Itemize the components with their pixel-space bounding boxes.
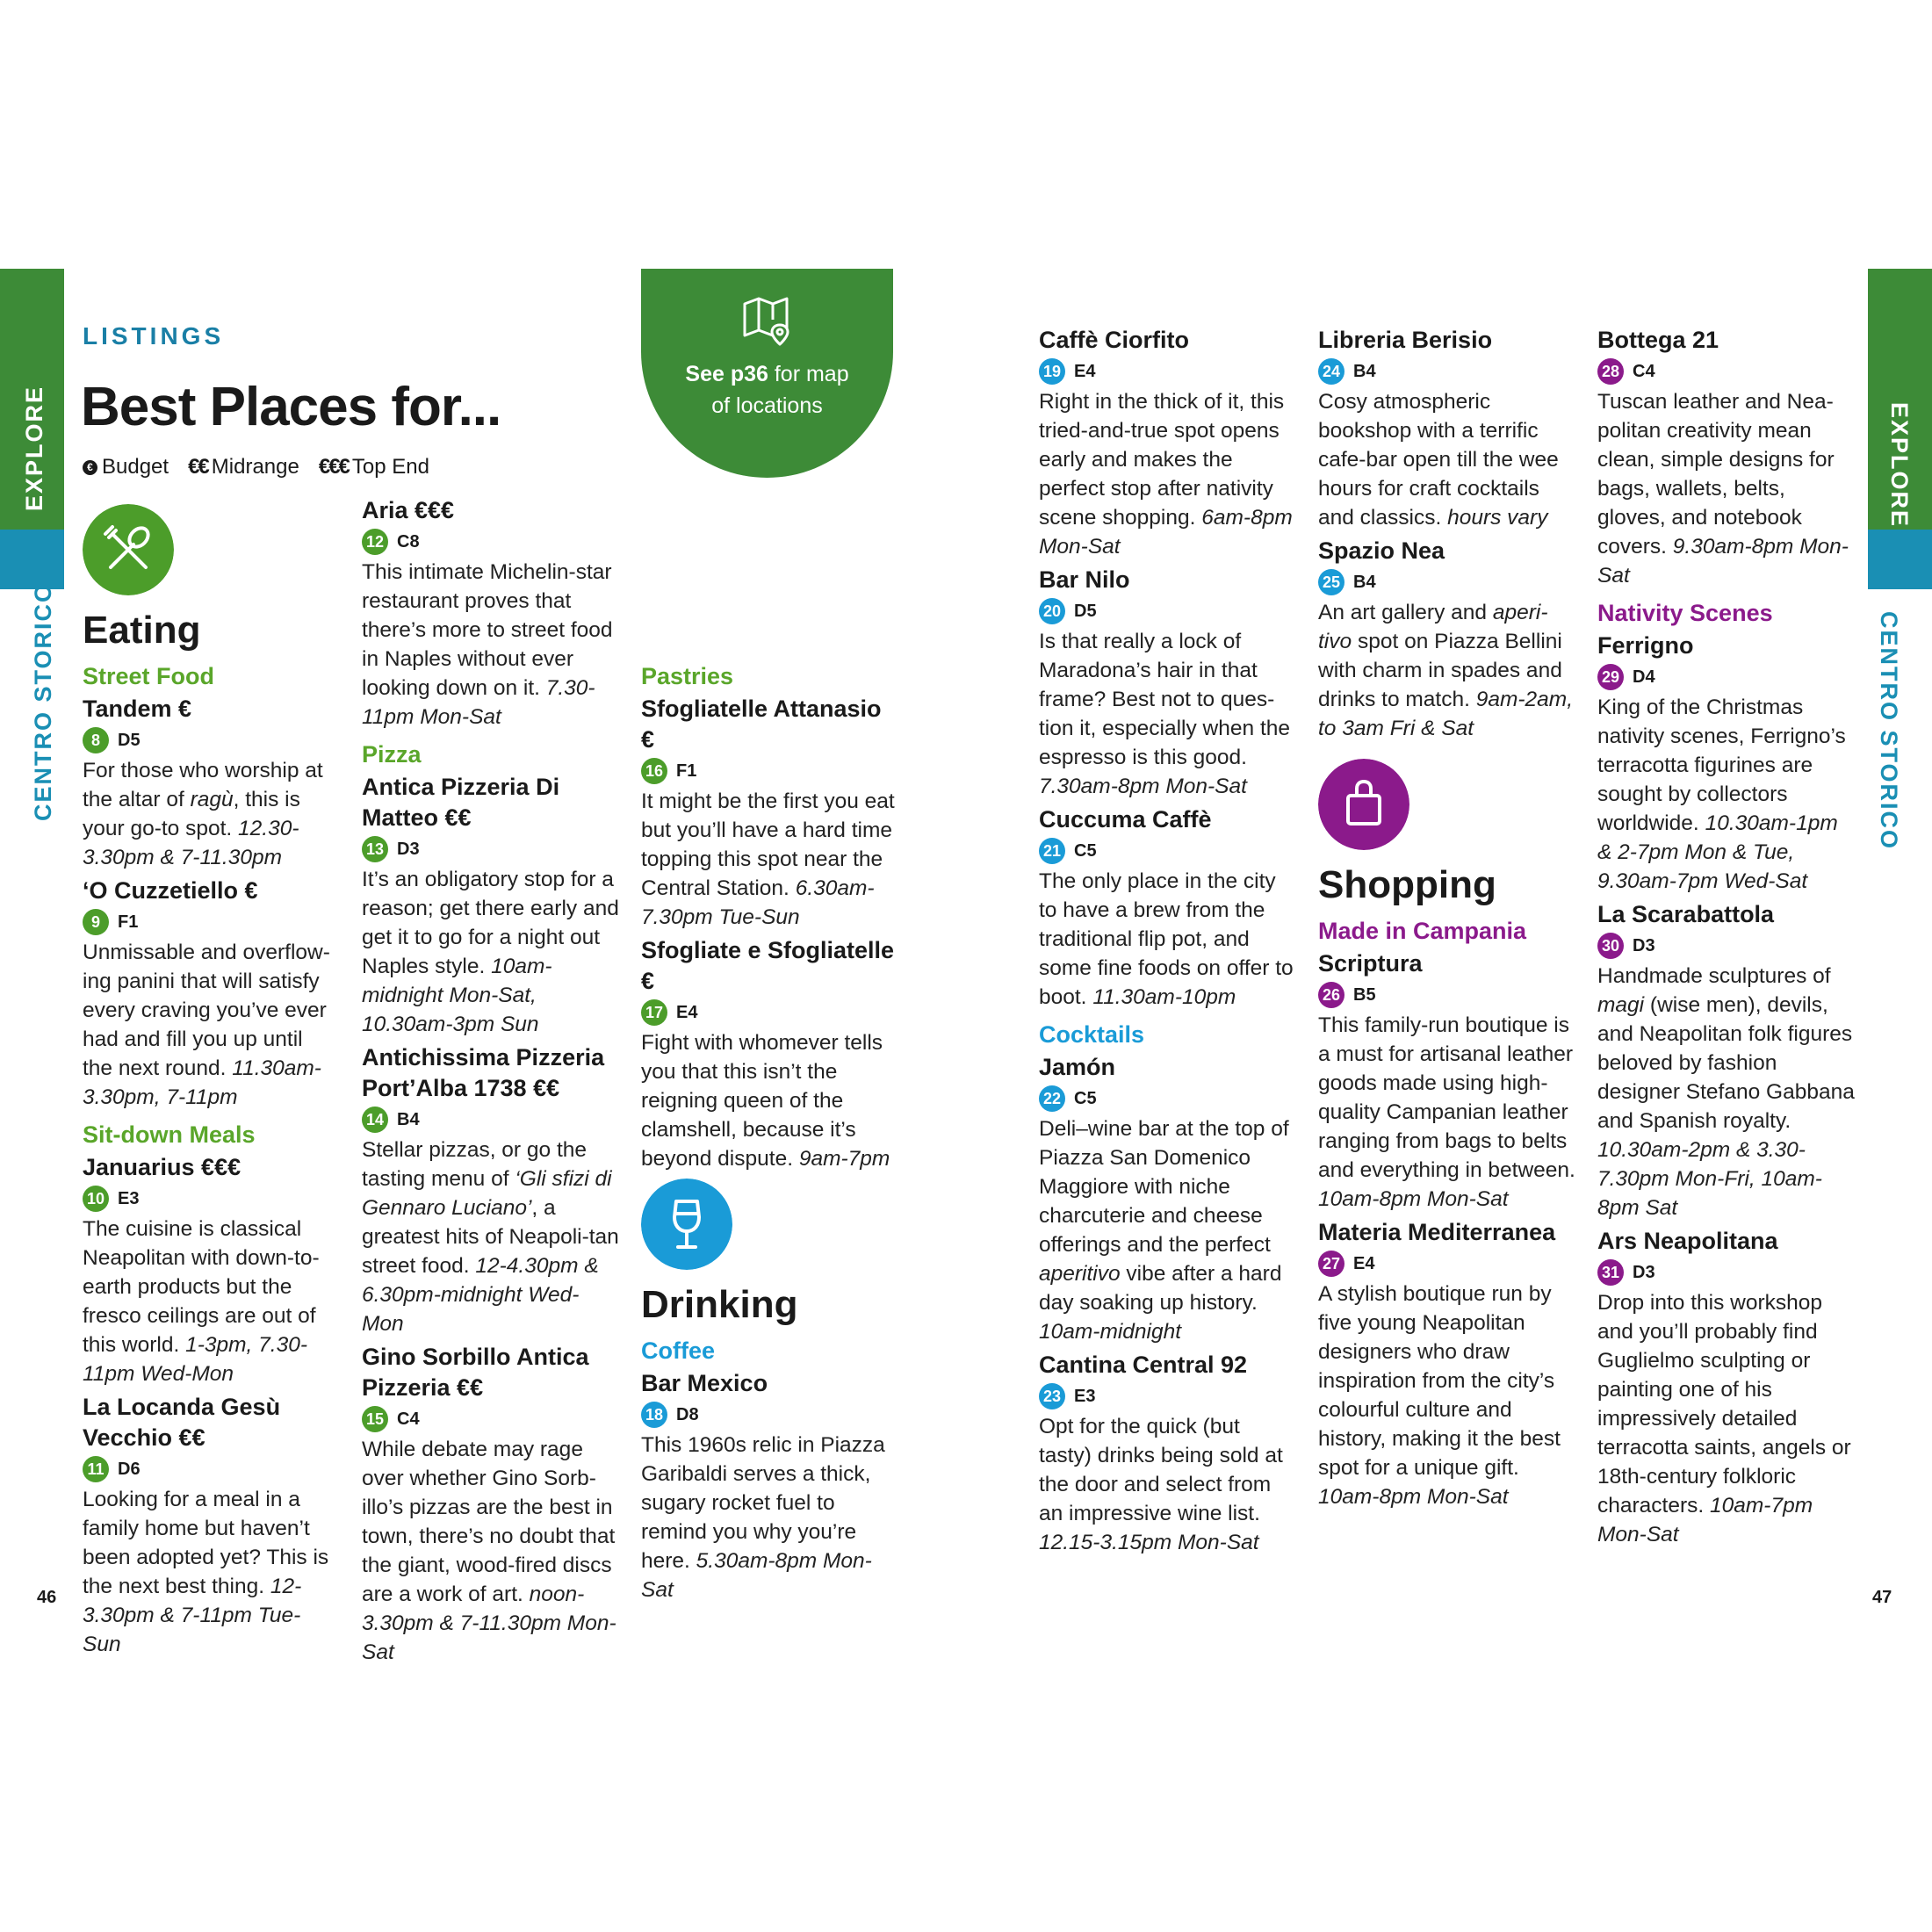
map-grid-ref: E4 (676, 1002, 698, 1022)
listing-name[interactable]: Antica Pizzeria Di Matteo €€ (362, 774, 560, 831)
map-number-badge: 31 (1597, 1259, 1624, 1286)
map-grid-ref: B4 (1353, 361, 1376, 381)
column-3 (641, 653, 900, 1608)
shopping-bag-icon (1318, 759, 1409, 850)
listing-desc: Opt for the quick (but tasty) drinks being sold at the door and select from an impressive wine list. 12.15-3.15pm Mon-Sat (1039, 1415, 1283, 1554)
map-number-badge: 10 (83, 1186, 109, 1212)
map-number-badge: 30 (1597, 933, 1624, 959)
listing-name[interactable]: Scriptura (1318, 950, 1423, 977)
legend-topend-label: Top End (351, 455, 429, 479)
legend-midrange-label: Midrange (211, 455, 299, 479)
map-grid-ref: D5 (1074, 601, 1097, 621)
listing-name[interactable]: Ars Neapolitana (1597, 1228, 1778, 1254)
listing-desc: Stellar pizzas, or go the tasting menu of ‘Gli sfizi di Gennaro Luciano’, a greatest hits of Neapoli-tan street food. 12-4.30pm & 6.30pm-midnight Wed-Mon (362, 1138, 619, 1336)
map-number-badge: 21 (1039, 838, 1065, 864)
section-title-eating: Eating (83, 609, 201, 652)
listing-hours: 7.30am-8pm Mon-Sat (1039, 775, 1247, 798)
listing-name[interactable]: La Scarabattola (1597, 901, 1775, 927)
listing-hours: 10am-midnight (1039, 1320, 1182, 1344)
map-grid-ref: D5 (118, 730, 141, 750)
column-2 (362, 495, 621, 1670)
section-title-shopping: Shopping (1318, 863, 1496, 906)
listing-15[interactable] (362, 1342, 621, 1667)
map-grid-ref: D8 (676, 1404, 699, 1424)
listing-desc: Handmade sculptures of magi (wise men), devils, and Neapolitan folk figures beloved by fashion designer Stefano Gabbana and Spanish royalty. 10.30am-2pm & 3.30-7.30pm Mon-Fri, 10am-8pm Sat (1597, 964, 1855, 1220)
map-grid-ref: E4 (1353, 1253, 1375, 1273)
listing-hours: 12-4.30pm & 6.30pm-midnight Wed-Mon (362, 1254, 599, 1336)
euro-coin-triple: €€€ (318, 455, 349, 479)
listing-name[interactable]: ‘O Cuzzetiello € (83, 877, 258, 904)
page-number-left: 46 (37, 1588, 57, 1607)
listing-hours: 12-3.30pm & 7-11pm Tue-Sun (83, 1575, 302, 1656)
map-grid-ref: D3 (397, 839, 420, 859)
listing-name[interactable]: Sfogliate e Sfogliatelle € (641, 937, 895, 994)
listing-26[interactable] (1318, 948, 1577, 1214)
listing-desc: Tuscan leather and Nea-politan creativity mean clean, simple designs for bags, wallets, belts, gloves, and notebook covers. 9.30am-8pm Mon-Sat (1597, 390, 1849, 588)
legend-budget-label: Budget (102, 455, 169, 479)
listing-desc: Deli–wine bar at the top of Piazza San Domenico Maggiore with niche charcuterie and cheese offerings and the perfect aperitivo vibe after a hard day soaking up history. 10am-midnight (1039, 1117, 1289, 1344)
listing-desc: Cosy atmospheric bookshop with a terrific cafe-bar open till the wee hours for craft cocktails and classics. hours vary (1318, 390, 1559, 530)
map-grid-ref: D4 (1633, 667, 1655, 687)
listing-name[interactable]: Antichissima Pizzeria Port’Alba 1738 €€ (362, 1044, 605, 1101)
listing-10[interactable] (83, 1152, 337, 1388)
listing-hours: 12.15-3.15pm Mon-Sat (1039, 1531, 1259, 1554)
listing-desc: It’s an obligatory stop for a reason; get there early and get it to go for a night out Naples style. 10am-midnight Mon-Sat, 10.30am-3pm Sun (362, 868, 619, 1036)
column-4 (1039, 325, 1298, 1561)
listing-hours: noon-3.30pm & 7-11.30pm Mon-Sat (362, 1582, 616, 1664)
map-callout-page[interactable]: See p36 (685, 362, 768, 386)
map-grid-ref: C4 (1633, 361, 1655, 381)
map-number-badge: 29 (1597, 664, 1624, 690)
map-grid-ref: E3 (1074, 1386, 1096, 1406)
listing-name[interactable]: Januarius €€€ (83, 1154, 242, 1180)
listing-desc: For those who worship at the altar of ragù, this is your go-to spot. 12.30-3.30pm & 7-11.30pm (83, 759, 323, 869)
explore-label-left: EXPLORE (21, 385, 47, 511)
subhead-made-in-campania: Made in Campania (1318, 918, 1527, 944)
listing-hours: 6.30am-7.30pm Tue-Sun (641, 876, 875, 929)
explore-label-right: EXPLORE (1886, 402, 1913, 529)
listing-31[interactable] (1597, 1226, 1856, 1549)
listing-hours: 9am-7pm (798, 1147, 890, 1171)
listing-hours: 11.30am-10pm (1092, 985, 1236, 1009)
map-number-badge: 22 (1039, 1085, 1065, 1112)
map-grid-ref: C5 (1074, 840, 1097, 861)
listing-27[interactable] (1318, 1217, 1577, 1511)
map-grid-ref: F1 (676, 761, 697, 781)
map-callout-text (641, 358, 893, 422)
listing-desc: This 1960s relic in Piazza Garibaldi serves a thick, sugary rocket fuel to remind you why you’re here. 5.30am-8pm Mon-Sat (641, 1433, 885, 1602)
listing-name[interactable]: Materia Mediterranea (1318, 1219, 1556, 1245)
legend-topend (319, 455, 429, 479)
listing-name[interactable]: Cantina Central 92 (1039, 1352, 1248, 1378)
listing-desc: Drop into this workshop and you’ll probably find Guglielmo sculpting or painting one of his impressively detailed terracotta saints, angels or 18th-century folkloric characters. 10am-7pm Mon-Sat (1597, 1291, 1851, 1546)
listing-name[interactable]: Tandem € (83, 696, 192, 722)
listing-hours: 5.30am-8pm Mon-Sat (641, 1549, 872, 1602)
listing-hours: 11.30am-3.30pm, 7-11pm (83, 1056, 321, 1109)
listing-hours: 10am-midnight Mon-Sat, 10.30am-3pm Sun (362, 955, 552, 1036)
legend-midrange (188, 455, 299, 479)
listing-hours: 1-3pm, 7.30-11pm Wed-Mon (83, 1333, 307, 1386)
listing-17[interactable] (641, 935, 900, 1173)
listing-desc: While debate may rage over whether Gino Sorb-illo’s pizzas are the best in town, there’s no doubt that the giant, wood-fired discs are a work of art. noon-3.30pm & 7-11.30pm Mon-Sat (362, 1438, 616, 1664)
listing-name[interactable]: La Locanda Gesù Vecchio €€ (83, 1394, 281, 1451)
area-label-right: CENTRO STORICO (1876, 611, 1902, 851)
listing-desc: It might be the first you eat but you’ll have a hard time topping this spot near the Central Station. 6.30am-7.30pm Tue-Sun (641, 789, 895, 929)
listing-11[interactable] (83, 1392, 337, 1659)
listing-hours: 7.30-11pm Mon-Sat (362, 676, 595, 729)
map-grid-ref: F1 (118, 912, 139, 932)
listing-name[interactable]: Libreria Berisio (1318, 327, 1493, 353)
map-callout-line2: of locations (711, 393, 823, 418)
listing-desc: Looking for a meal in a family home but haven’t been adopted yet? This is the next best thing. 12-3.30pm & 7-11pm Tue-Sun (83, 1488, 329, 1656)
page-title: Best Places for... (81, 377, 501, 437)
map-number-badge: 11 (83, 1456, 109, 1482)
subhead-coffee: Coffee (641, 1337, 716, 1364)
listing-13[interactable] (362, 772, 621, 1039)
listing-name[interactable]: Spazio Nea (1318, 537, 1445, 564)
area-tab-right (1868, 530, 1932, 589)
listing-22[interactable] (1039, 1052, 1298, 1346)
map-grid-ref: D6 (118, 1459, 141, 1479)
listing-hours: 10.30am-2pm & 3.30-7.30pm Mon-Fri, 10am-8pm Sat (1597, 1138, 1822, 1220)
listing-24[interactable] (1318, 325, 1577, 532)
listing-14[interactable] (362, 1042, 621, 1338)
listing-30[interactable] (1597, 899, 1856, 1222)
column-6 (1597, 325, 1856, 1553)
map-number-badge: 17 (641, 999, 667, 1026)
map-callout-rest: for map (768, 362, 849, 386)
subhead-sitdown: Sit-down Meals (83, 1121, 256, 1148)
subhead-pastries: Pastries (641, 663, 734, 689)
listing-16[interactable] (641, 694, 900, 932)
listing-21[interactable] (1039, 804, 1298, 1012)
listing-23[interactable] (1039, 1350, 1298, 1557)
subhead-street-food: Street Food (83, 663, 215, 689)
listing-name[interactable]: Gino Sorbillo Antica Pizzeria €€ (362, 1344, 589, 1401)
map-number-badge: 8 (83, 727, 109, 753)
listing-name[interactable]: Sfogliatelle Attanasio € (641, 696, 882, 753)
listing-28[interactable] (1597, 325, 1856, 590)
map-number-badge: 28 (1597, 358, 1624, 385)
map-number-badge: 20 (1039, 598, 1065, 624)
column-5 (1318, 325, 1577, 1515)
listing-desc: An art gallery and aperi-tivo spot on Piazza Bellini with charm in spades and drinks to match. 9am-2am, to 3am Fri & Sat (1318, 601, 1574, 740)
area-label-left: CENTRO STORICO (30, 581, 56, 821)
map-grid-ref: B4 (397, 1109, 420, 1129)
listing-name[interactable]: Aria €€€ (362, 497, 455, 523)
map-number-badge: 25 (1318, 569, 1344, 595)
listing-hours: 10.30am-1pm & 2-7pm Mon & Tue, 9.30am-7pm Wed-Sat (1597, 811, 1838, 893)
listing-hours: 9am-2am, to 3am Fri & Sat (1318, 688, 1574, 740)
map-grid-ref: D3 (1633, 935, 1655, 955)
listing-desc: King of the Christmas nativity scenes, Ferrigno’s terracotta figurines are sought by collectors worldwide. 10.30am-1pm & 2-7pm Mon & Tue, 9.30am-7pm Wed-Sat (1597, 696, 1846, 893)
map-grid-ref: B5 (1353, 984, 1376, 1005)
map-number-badge: 13 (362, 836, 388, 862)
listing-name[interactable]: Bar Mexico (641, 1370, 768, 1396)
listing-desc: This family-run boutique is a must for artisanal leather goods made using high-quality Campanian leather ranging from bags to belts and everything in between. 10am-8pm Mon-Sat (1318, 1013, 1575, 1211)
listing-desc: The cuisine is classical Neapolitan with down-to-earth products but the fresco ceilings are out of this world. 1-3pm, 7.30-11pm Wed-Mon (83, 1217, 320, 1386)
map-grid-ref: E3 (118, 1188, 140, 1208)
listing-name[interactable]: Jamón (1039, 1054, 1116, 1080)
listing-29[interactable] (1597, 631, 1856, 896)
map-number-badge: 14 (362, 1107, 388, 1133)
listing-desc: Is that really a lock of Maradona’s hair in that frame? Best not to ques-tion it, especially when the espresso is this good. 7.30am-8pm Mon-Sat (1039, 630, 1290, 798)
map-number-badge: 15 (362, 1406, 388, 1432)
map-grid-ref: D3 (1633, 1262, 1655, 1282)
listing-name[interactable]: Bottega 21 (1597, 327, 1719, 353)
fork-spoon-icon (83, 504, 174, 595)
listing-12[interactable] (362, 495, 621, 732)
listing-desc: This intimate Michelin-star restaurant proves that there’s more to street food in Naples without ever looking down on it. 7.30-11pm Mon-Sat (362, 560, 613, 729)
column-1 (83, 499, 337, 1662)
euro-coin-icon: € (83, 460, 97, 475)
map-number-badge: 19 (1039, 358, 1065, 385)
listing-desc: The only place in the city to have a brew from the traditional flip pot, and some fine foods on offer to boot. 11.30am-10pm (1039, 869, 1294, 1009)
subhead-pizza: Pizza (362, 741, 422, 768)
listing-hours: hours vary (1447, 506, 1548, 530)
listing-hours: 12.30-3.30pm & 7-11.30pm (83, 817, 299, 869)
listing-desc: Right in the thick of it, this tried-and-true spot opens early and makes the perfect stop after nativity scene shopping. 6am-8pm Mon-Sat (1039, 390, 1293, 559)
subhead-nativity: Nativity Scenes (1597, 600, 1773, 626)
map-number-badge: 23 (1039, 1383, 1065, 1409)
subhead-cocktails: Cocktails (1039, 1021, 1145, 1048)
listing-20[interactable] (1039, 565, 1298, 801)
map-number-badge: 9 (83, 909, 109, 935)
listing-18[interactable] (641, 1368, 900, 1604)
map-grid-ref: C5 (1074, 1088, 1097, 1108)
wine-glass-icon (641, 1179, 732, 1270)
listing-19[interactable] (1039, 325, 1298, 561)
map-callout (641, 269, 893, 478)
area-tab-left (0, 530, 64, 589)
euro-coin-pair: €€ (188, 455, 208, 479)
listing-hours: 10am-8pm Mon-Sat (1318, 1485, 1509, 1509)
map-grid-ref: C8 (397, 531, 420, 551)
listings-label: LISTINGS (83, 322, 225, 350)
listing-8[interactable] (83, 694, 337, 872)
listing-name[interactable]: Bar Nilo (1039, 566, 1130, 593)
listing-hours: 9.30am-8pm Mon-Sat (1597, 535, 1849, 588)
map-number-badge: 12 (362, 529, 388, 555)
map-number-badge: 26 (1318, 982, 1344, 1008)
map-number-badge: 16 (641, 758, 667, 784)
listing-hours: 10am-8pm Mon-Sat (1318, 1187, 1509, 1211)
listing-desc: Unmissable and overflow-ing panini that will satisfy every craving you’ve ever had and fill you up until the next round. 11.30am-3.30pm, 7-11pm (83, 941, 330, 1109)
listing-hours: 10am-7pm Mon-Sat (1597, 1494, 1813, 1546)
legend-budget (83, 455, 169, 479)
section-title-drinking: Drinking (641, 1283, 798, 1326)
map-number-badge: 24 (1318, 358, 1344, 385)
map-number-badge: 27 (1318, 1251, 1344, 1277)
listing-desc: A stylish boutique run by five young Neapolitan designers who draw inspiration from the city’s colourful culture and history, making it the best spot for a unique gift. 10am-8pm Mon-Sat (1318, 1282, 1561, 1509)
listing-hours: 6am-8pm Mon-Sat (1039, 506, 1293, 559)
listing-desc: Fight with whomever tells you that this isn’t the reigning queen of the clamshell, because it’s beyond dispute. 9am-7pm (641, 1031, 890, 1171)
listing-name[interactable]: Ferrigno (1597, 632, 1694, 659)
map-grid-ref: E4 (1074, 361, 1096, 381)
price-legend (83, 455, 429, 479)
map-grid-ref: C4 (397, 1409, 420, 1429)
listing-name[interactable]: Cuccuma Caffè (1039, 806, 1212, 833)
listing-name[interactable]: Caffè Ciorfito (1039, 327, 1189, 353)
listing-9[interactable] (83, 876, 337, 1112)
map-number-badge: 18 (641, 1402, 667, 1428)
listing-25[interactable] (1318, 536, 1577, 743)
page-number-right: 47 (1872, 1588, 1892, 1607)
map-grid-ref: B4 (1353, 572, 1376, 592)
map-pin-icon (739, 293, 796, 350)
